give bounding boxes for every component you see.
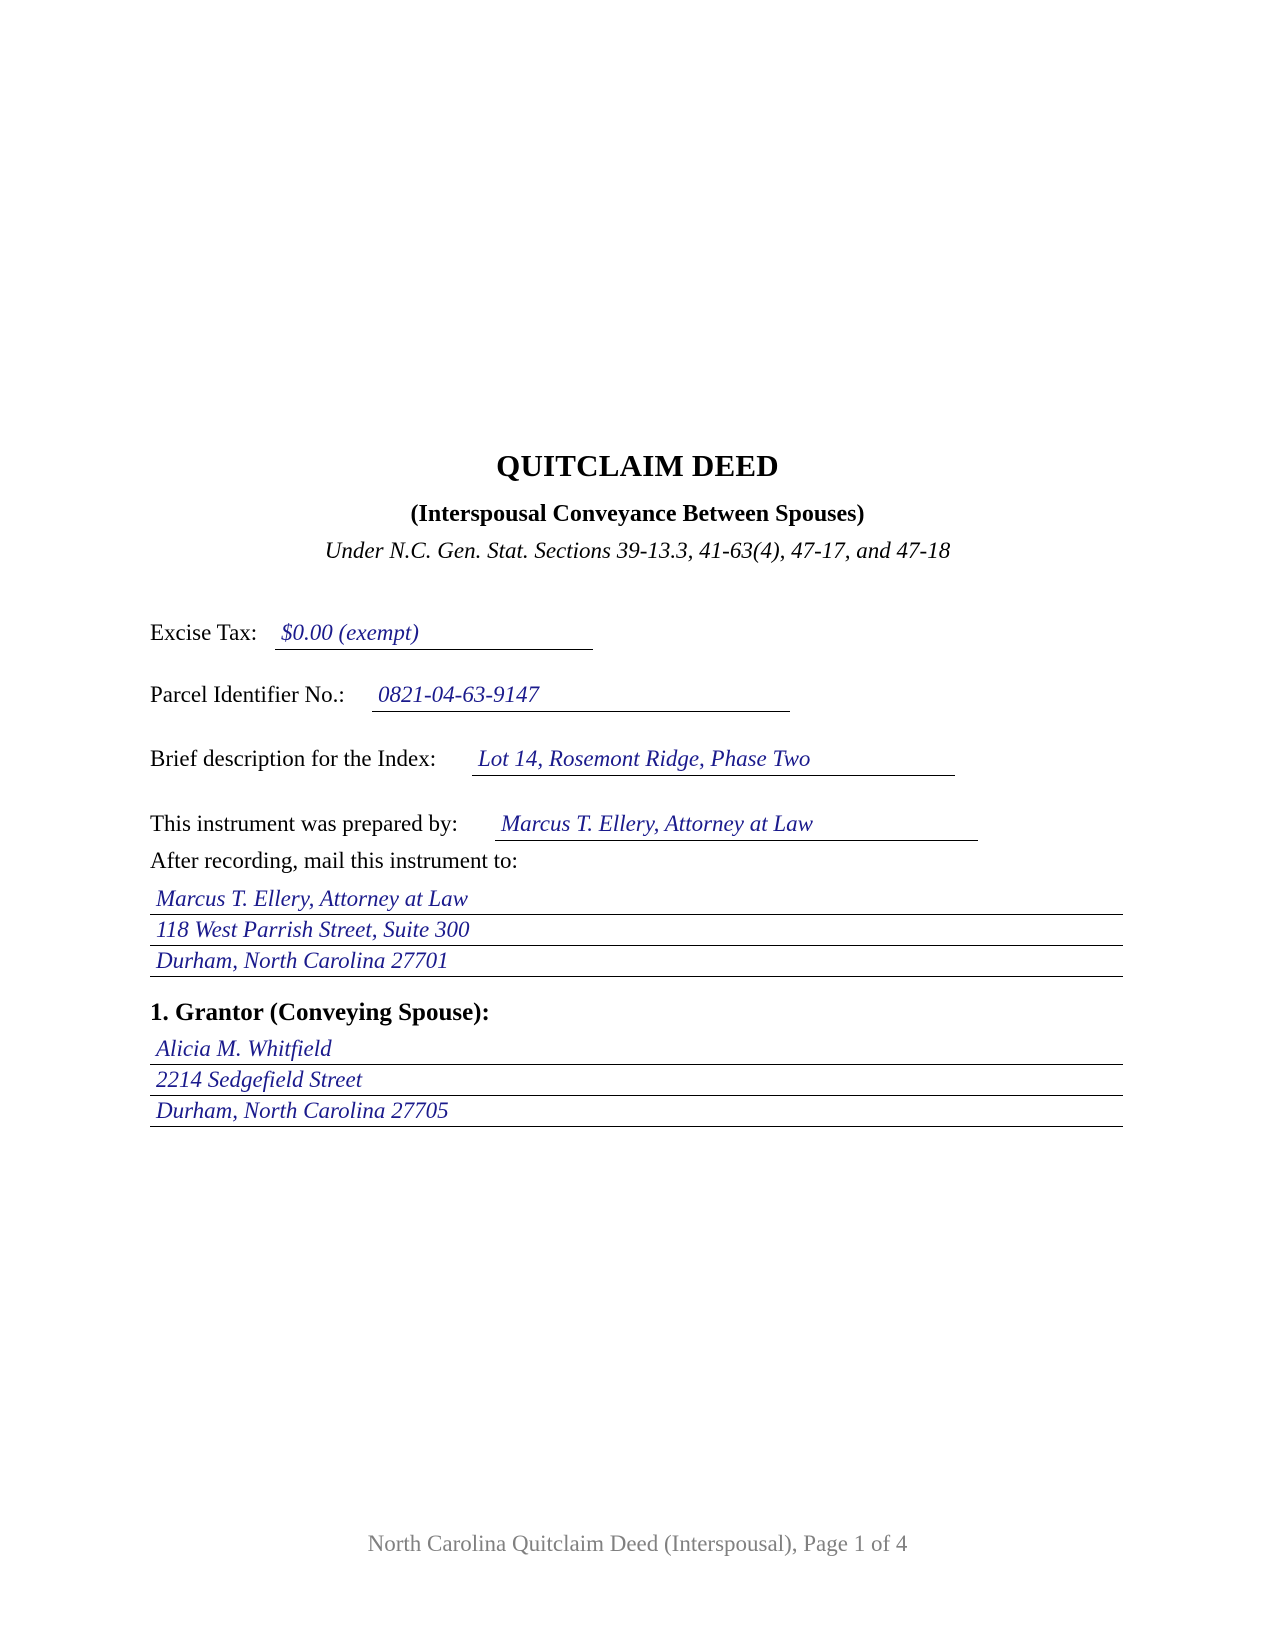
mail-to-line-2[interactable]: 118 West Parrish Street, Suite 300 xyxy=(150,915,1123,946)
grantor-line-1[interactable]: Alicia M. Whitfield xyxy=(150,1034,1123,1065)
mail-to-line-3[interactable]: Durham, North Carolina 27701 xyxy=(150,946,1123,977)
parcel-id-label: Parcel Identifier No.: xyxy=(150,682,345,707)
brief-description-row xyxy=(150,744,955,778)
document-title: QUITCLAIM DEED xyxy=(496,448,779,483)
document-subtitle: (Interspousal Conveyance Between Spouses) xyxy=(410,501,865,527)
excise-tax-row xyxy=(150,618,620,652)
prepared-by-field[interactable]: Marcus T. Ellery, Attorney at Law xyxy=(495,809,978,841)
mail-to-label: After recording, mail this instrument to: xyxy=(150,848,518,873)
grantor-heading: 1. Grantor (Conveying Spouse): xyxy=(150,999,490,1026)
parcel-id-field[interactable]: 0821-04-63-9147 xyxy=(372,680,790,712)
prepared-by-row xyxy=(150,809,978,843)
prepared-by-label: This instrument was prepared by: xyxy=(150,811,458,836)
statute-reference: Under N.C. Gen. Stat. Sections 39-13.3, 41-63(4), 47-17, and 47-18 xyxy=(324,538,951,563)
page-footer: North Carolina Quitclaim Deed (Interspousal), Page 1 of 4 xyxy=(367,1531,908,1556)
excise-tax-label: Excise Tax: xyxy=(150,620,258,645)
brief-description-label: Brief description for the Index: xyxy=(150,746,437,771)
mail-to-line-1[interactable]: Marcus T. Ellery, Attorney at Law xyxy=(150,884,1123,915)
grantor-line-3[interactable]: Durham, North Carolina 27705 xyxy=(150,1096,1123,1127)
parcel-id-row xyxy=(150,680,790,714)
brief-description-field[interactable]: Lot 14, Rosemont Ridge, Phase Two xyxy=(472,744,955,776)
excise-tax-field[interactable]: $0.00 (exempt) xyxy=(275,618,593,650)
grantor-line-2[interactable]: 2214 Sedgefield Street xyxy=(150,1065,1123,1096)
